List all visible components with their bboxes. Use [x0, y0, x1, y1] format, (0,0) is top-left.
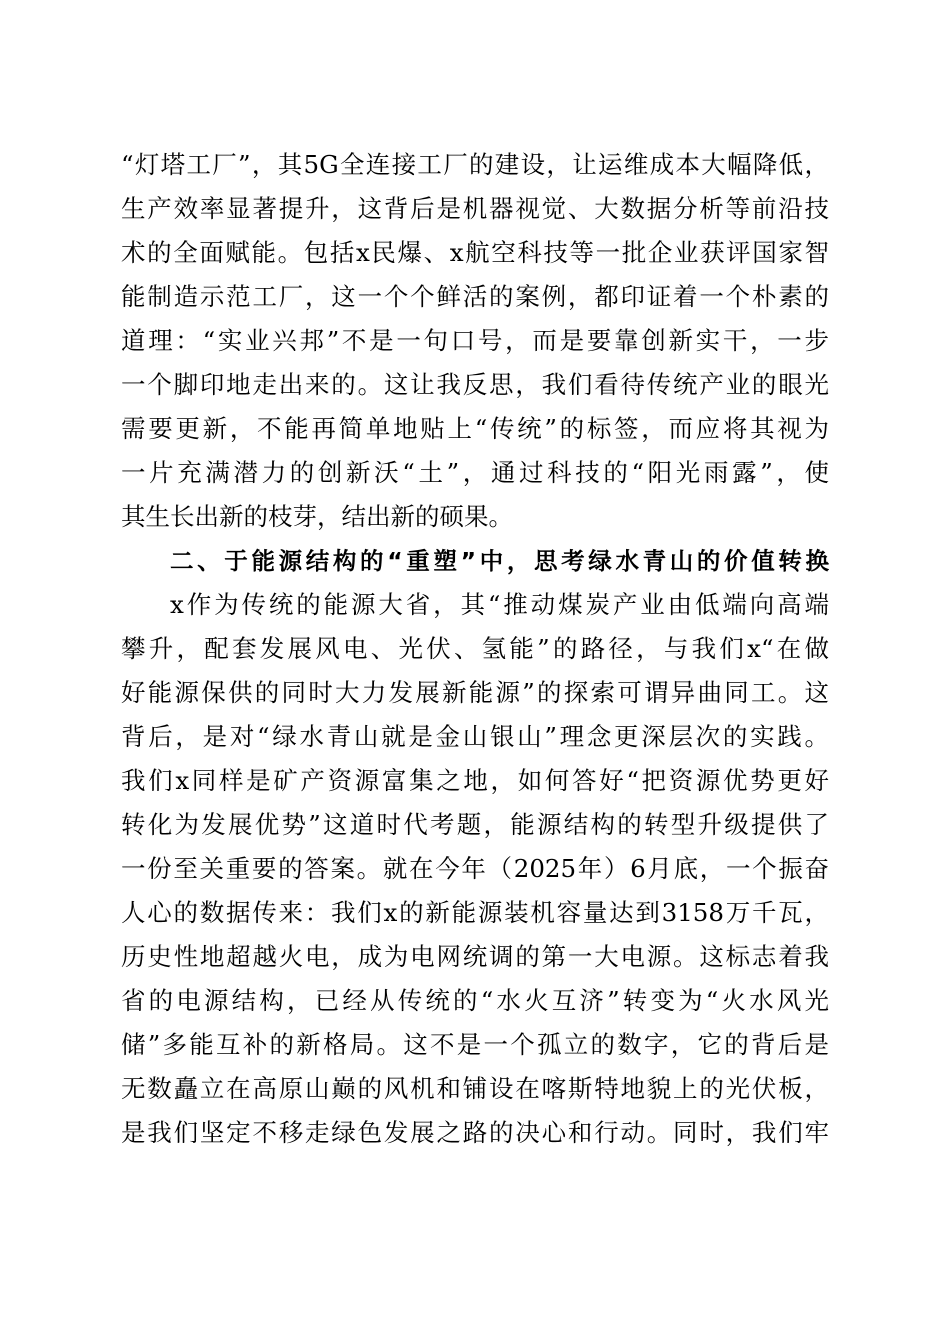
- body-text-line: 我们x同样是矿产资源富集之地，如何答好“把资源优势更好: [121, 766, 829, 795]
- body-text-line: 历史性地超越火电，成为电网统调的第一大电源。这标志着我: [121, 942, 829, 971]
- body-text-line: 储”多能互补的新格局。这不是一个孤立的数字，它的背后是: [121, 1030, 829, 1059]
- body-text-line: 无数矗立在高原山巅的风机和铺设在喀斯特地貌上的光伏板，: [121, 1074, 829, 1103]
- body-text-line: 人心的数据传来：我们x的新能源装机容量达到3158万千瓦，: [121, 898, 829, 927]
- body-text-line: 省的电源结构，已经从传统的“水火互济”转变为“火水风光: [121, 986, 829, 1015]
- body-text-line: “灯塔工厂”，其5G全连接工厂的建设，让运维成本大幅降低，: [121, 150, 829, 179]
- body-text-line: 其生长出新的枝芽，结出新的硕果。: [121, 502, 513, 531]
- body-text-line: 攀升，配套发展风电、光伏、氢能”的路径，与我们x“在做: [121, 634, 829, 663]
- body-text-line: 生产效率显著提升，这背后是机器视觉、大数据分析等前沿技: [121, 194, 829, 223]
- body-text-line: 一份至关重要的答案。就在今年（2025年）6月底，一个振奋: [121, 854, 829, 883]
- body-text-line: 能制造示范工厂，这一个个鲜活的案例，都印证着一个朴素的: [121, 282, 829, 311]
- body-text-line: 好能源保供的同时大力发展新能源”的探索可谓异曲同工。这: [121, 678, 829, 707]
- body-text-line: 需要更新，不能再简单地贴上“传统”的标签，而应将其视为: [121, 414, 829, 443]
- section-heading: 二、于能源结构的“重塑”中，思考绿水青山的价值转换: [170, 547, 829, 575]
- body-text-line: 一个脚印地走出来的。这让我反思，我们看待传统产业的眼光: [121, 370, 829, 399]
- body-text-line: 道理：“实业兴邦”不是一句口号，而是要靠创新实干，一步: [121, 326, 829, 355]
- body-text-line: 一片充满潜力的创新沃“土”，通过科技的“阳光雨露”，使: [121, 458, 829, 487]
- body-text-line: 是我们坚定不移走绿色发展之路的决心和行动。同时，我们牢: [121, 1118, 829, 1147]
- body-text-line: 术的全面赋能。包括x民爆、x航空科技等一批企业获评国家智: [121, 238, 829, 267]
- body-text-line: 背后，是对“绿水青山就是金山银山”理念更深层次的实践。: [121, 722, 829, 751]
- body-text-line: x作为传统的能源大省，其“推动煤炭产业由低端向高端: [170, 590, 829, 619]
- body-text-line: 转化为发展优势”这道时代考题，能源结构的转型升级提供了: [121, 810, 829, 839]
